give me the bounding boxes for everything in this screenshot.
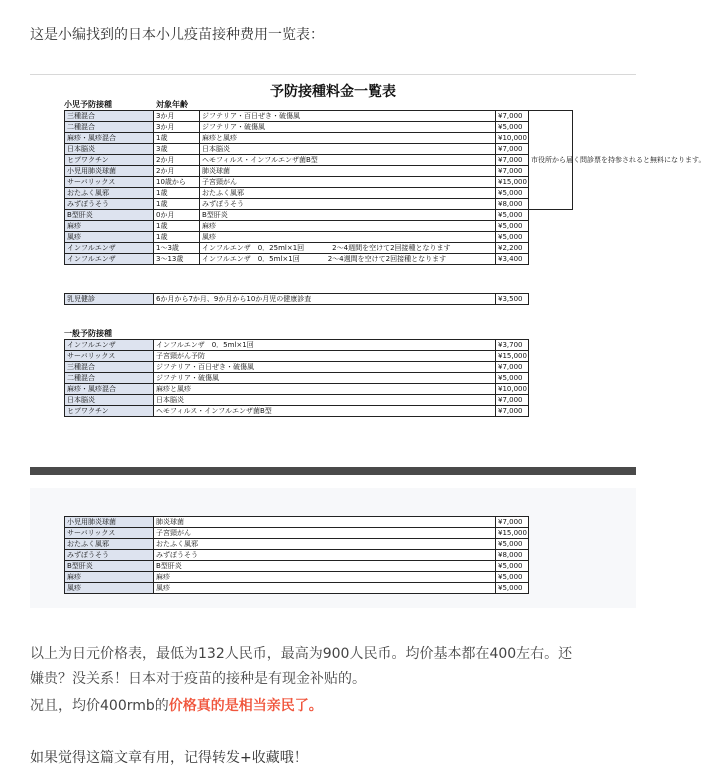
general-header: 一般予防接種 xyxy=(64,329,112,338)
table-row xyxy=(65,155,573,166)
vaccine-name: 小児用肺炎球菌 xyxy=(65,517,154,528)
price: ¥7,000 xyxy=(496,155,529,166)
table-row xyxy=(65,210,573,221)
price: ¥7,000 xyxy=(496,144,529,155)
price: ¥7,000 xyxy=(496,395,529,406)
table-row xyxy=(65,572,529,583)
vaccine-desc: 麻疹と風疹 xyxy=(154,384,496,395)
paragraph-line-2: 嫌贵？没关系！日本对于疫苗的接种是有现金补贴的。 xyxy=(30,671,366,687)
price: ¥15,000 xyxy=(496,528,529,539)
target-age: 0か月 xyxy=(154,210,200,221)
target-age: 3か月 xyxy=(154,111,200,122)
price: ¥5,000 xyxy=(496,188,529,199)
price: ¥10,000 xyxy=(496,133,529,144)
vaccine-desc: 子宮頸がん xyxy=(200,177,496,188)
price: ¥8,000 xyxy=(496,199,529,210)
target-age: 2か月 xyxy=(154,166,200,177)
table-row xyxy=(65,111,573,122)
table-row xyxy=(65,384,529,395)
price: ¥5,000 xyxy=(496,539,529,550)
table-row xyxy=(65,199,573,210)
age-header: 対象年齢 xyxy=(156,100,188,109)
target-age: 1歳 xyxy=(154,133,200,144)
price: ¥3,400 xyxy=(496,254,529,265)
vaccine-name: 麻疹 xyxy=(65,221,154,232)
table-row xyxy=(65,517,529,528)
vaccine-desc: 麻疹 xyxy=(154,572,496,583)
vaccine-name: サーバリックス xyxy=(65,177,154,188)
checkup-price: ¥3,500 xyxy=(496,294,529,305)
vaccine-name: サーバリックス xyxy=(65,351,154,362)
vaccine-desc: 麻疹と風疹 xyxy=(200,133,496,144)
vaccine-desc: 子宮頸がん xyxy=(154,528,496,539)
table-row xyxy=(65,177,573,188)
table-row xyxy=(65,550,529,561)
vaccine-desc: 麻疹 xyxy=(200,221,496,232)
vaccine-desc: ヘモフィルス・インフルエンザ菌B型 xyxy=(200,155,496,166)
price: ¥7,000 xyxy=(496,111,529,122)
vaccine-desc: 風疹 xyxy=(200,232,496,243)
vaccine-desc: 肺炎球菌 xyxy=(154,517,496,528)
highlight-text: 价格真的是相当亲民了。 xyxy=(168,698,323,714)
table-row xyxy=(65,232,573,243)
vaccine-desc: インフルエンザ 0．5ml×1回 xyxy=(154,340,496,351)
vaccine-desc: インフルエンザ 0．5ml×1回 2～4週間を空けて2回接種となります xyxy=(200,254,496,265)
table-row xyxy=(65,395,529,406)
table-row xyxy=(65,583,529,594)
target-age: 1歳 xyxy=(154,221,200,232)
vaccine-name: みずぼうそう xyxy=(65,550,154,561)
vaccine-name: 小児用肺炎球菌 xyxy=(65,166,154,177)
vaccine-desc: ヘモフィルス・インフルエンザ菌B型 xyxy=(154,406,496,417)
side-note: 市役所から届く問診票を持参されると無料になります。 xyxy=(529,111,573,210)
price: ¥2,200 xyxy=(496,243,529,254)
vaccine-name: 麻疹・風疹混合 xyxy=(65,133,154,144)
price: ¥5,000 xyxy=(496,373,529,384)
empty-cell xyxy=(529,254,573,265)
price: ¥5,000 xyxy=(496,122,529,133)
pediatric-table xyxy=(64,110,706,265)
vaccine-name: 二種混合 xyxy=(65,373,154,384)
price: ¥3,700 xyxy=(496,340,529,351)
vaccine-desc: ジフテリア・破傷風 xyxy=(200,122,496,133)
target-age: 1歳 xyxy=(154,232,200,243)
vaccine-name: B型肝炎 xyxy=(65,210,154,221)
vaccine-desc: ジフテリア・百日ぜき・破傷風 xyxy=(154,362,496,373)
general-table xyxy=(64,339,529,417)
vaccine-name: おたふく風邪 xyxy=(65,188,154,199)
target-age: 1歳 xyxy=(154,188,200,199)
table-row xyxy=(65,539,529,550)
vaccine-name: 風疹 xyxy=(65,232,154,243)
checkup-table xyxy=(64,293,529,305)
target-age: 3か月 xyxy=(154,122,200,133)
target-age: 3～13歳 xyxy=(154,254,200,265)
price: ¥8,000 xyxy=(496,550,529,561)
paragraph-2 xyxy=(30,696,323,716)
vaccine-desc: 日本脳炎 xyxy=(154,395,496,406)
table-row xyxy=(65,243,573,254)
price: ¥5,000 xyxy=(496,572,529,583)
price: ¥7,000 xyxy=(496,517,529,528)
vaccine-name: 日本脳炎 xyxy=(65,144,154,155)
vaccine-name: B型肝炎 xyxy=(65,561,154,572)
table-row xyxy=(65,373,529,384)
checkup-name: 乳児健診 xyxy=(65,294,154,305)
table-row xyxy=(65,294,529,305)
vaccine-desc: 子宮頸がん予防 xyxy=(154,351,496,362)
vaccine-desc: ジフテリア・破傷風 xyxy=(154,373,496,384)
paragraph-line-1: 以上为日元价格表，最低为132人民币，最高为900人民币。均价基本都在400左右。还 xyxy=(30,646,573,662)
price: ¥5,000 xyxy=(496,221,529,232)
empty-cell xyxy=(529,221,573,232)
vaccine-name: 風疹 xyxy=(65,583,154,594)
vaccine-desc: 肺炎球菌 xyxy=(200,166,496,177)
price: ¥7,000 xyxy=(496,406,529,417)
vaccine-name: みずぼうそう xyxy=(65,199,154,210)
table-row xyxy=(65,561,529,572)
vaccine-desc: B型肝炎 xyxy=(200,210,496,221)
vaccine-name: インフルエンザ xyxy=(65,340,154,351)
vaccine-name: 二種混合 xyxy=(65,122,154,133)
empty-cell xyxy=(529,232,573,243)
vaccine-name: 三種混合 xyxy=(65,111,154,122)
price-sheet-image xyxy=(30,74,706,447)
vaccine-desc: 風疹 xyxy=(154,583,496,594)
table-row xyxy=(65,351,529,362)
checkup-desc: 6か月から7か月、9か月から10か月児の健康診査 xyxy=(154,294,496,305)
vaccine-name: サーバリックス xyxy=(65,528,154,539)
vaccine-desc: B型肝炎 xyxy=(154,561,496,572)
price: ¥5,000 xyxy=(496,232,529,243)
sheet2-table xyxy=(64,516,529,594)
table-row xyxy=(65,188,573,199)
vaccine-desc: みずぼうそう xyxy=(154,550,496,561)
vaccine-name: 三種混合 xyxy=(65,362,154,373)
vaccine-desc: おたふく風邪 xyxy=(154,539,496,550)
vaccine-desc: 日本脳炎 xyxy=(200,144,496,155)
empty-cell xyxy=(529,243,573,254)
vaccine-name: インフルエンザ xyxy=(65,254,154,265)
price: ¥7,000 xyxy=(496,166,529,177)
vaccine-name: 麻疹 xyxy=(65,572,154,583)
vaccine-name: おたふく風邪 xyxy=(65,539,154,550)
table-row xyxy=(65,122,573,133)
image-divider xyxy=(30,467,636,475)
empty-cell xyxy=(529,210,573,221)
table-row xyxy=(65,406,529,417)
price: ¥7,000 xyxy=(496,362,529,373)
target-age: 1歳 xyxy=(154,199,200,210)
price: ¥5,000 xyxy=(496,583,529,594)
intro-text: 这是小编找到的日本小儿疫苗接种费用一览表： xyxy=(30,27,324,43)
paragraph-2-prefix: 况且，均价400rmb的 xyxy=(30,698,169,714)
table-row xyxy=(65,362,529,373)
vaccine-desc: ジフテリア・百日ぜき・破傷風 xyxy=(200,111,496,122)
vaccine-name: ヒブワクチン xyxy=(65,155,154,166)
vaccine-name: インフルエンザ xyxy=(65,243,154,254)
vaccine-name: 麻疹・風疹混合 xyxy=(65,384,154,395)
table-row xyxy=(65,144,573,155)
vaccine-desc: おたふく風邪 xyxy=(200,188,496,199)
target-age: 1～3歳 xyxy=(154,243,200,254)
target-age: 2か月 xyxy=(154,155,200,166)
price: ¥10,000 xyxy=(496,384,529,395)
vaccine-name: ヒブワクチン xyxy=(65,406,154,417)
table-row xyxy=(65,133,573,144)
table-row xyxy=(65,221,573,232)
table-row xyxy=(65,166,573,177)
price: ¥15,000 xyxy=(496,177,529,188)
sheet-title: 予防接種料金一覧表 xyxy=(270,84,396,100)
target-age: 10歳から xyxy=(154,177,200,188)
target-age: 3歳 xyxy=(154,144,200,155)
closing-text: 如果觉得这篇文章有用，记得转发+收藏哦！ xyxy=(30,750,308,766)
price: ¥15,000 xyxy=(496,351,529,362)
price: ¥5,000 xyxy=(496,561,529,572)
table-row xyxy=(65,254,573,265)
pediatric-header: 小児予防接種 xyxy=(64,100,112,109)
vaccine-desc: みずぼうそう xyxy=(200,199,496,210)
table-row xyxy=(65,340,529,351)
table-row xyxy=(65,528,529,539)
price: ¥5,000 xyxy=(496,210,529,221)
vaccine-desc: インフルエンザ 0．25ml×1回 2～4週間を空けて2回接種となります xyxy=(200,243,496,254)
vaccine-name: 日本脳炎 xyxy=(65,395,154,406)
price-sheet-image-2 xyxy=(30,488,636,608)
